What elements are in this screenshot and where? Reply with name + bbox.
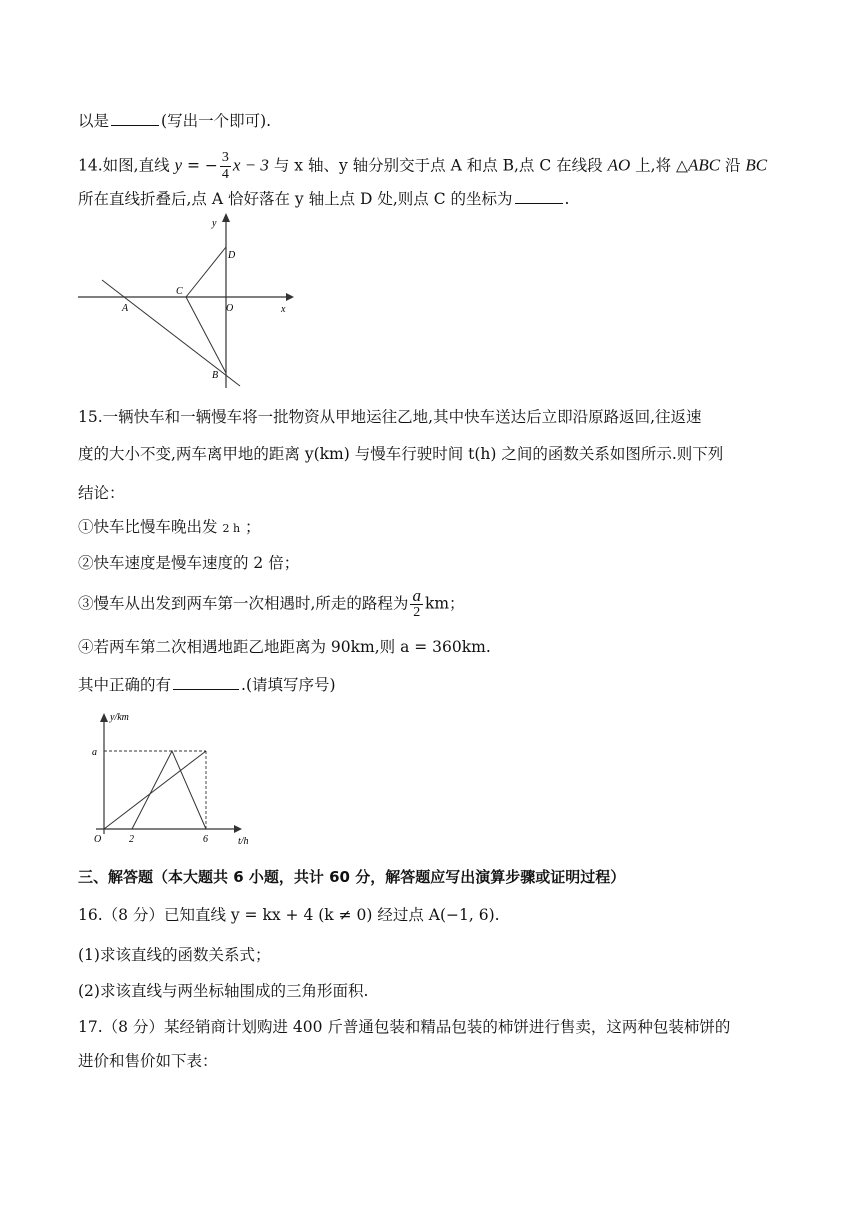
q15-line-1 bbox=[78, 406, 702, 428]
answer-blank[interactable] bbox=[515, 189, 563, 204]
text: 上,将 △ bbox=[630, 156, 688, 175]
x-axis-arrow bbox=[286, 293, 294, 301]
q16-part-1 bbox=[78, 944, 270, 966]
text: 15.一辆快车和一辆慢车将一批物资从甲地运往乙地,其中快车送达后立即沿原路返回,往返速 bbox=[78, 408, 702, 426]
q15-answer-line bbox=[78, 674, 336, 696]
q14-line-2 bbox=[78, 188, 569, 210]
q15-conclusion-1 bbox=[78, 516, 261, 540]
fast-car-line bbox=[132, 751, 206, 829]
math-var: BC bbox=[745, 155, 768, 175]
text: km； bbox=[424, 594, 465, 613]
math-var: ABC bbox=[687, 155, 721, 175]
frac-den: 4 bbox=[221, 167, 229, 182]
q17-line-1 bbox=[78, 1016, 730, 1038]
segment-cd bbox=[186, 247, 226, 297]
label-ylabel: y/km bbox=[110, 712, 129, 723]
label-o: O bbox=[94, 834, 102, 845]
q15-conclusion-4 bbox=[78, 636, 491, 658]
section-3-heading bbox=[78, 866, 625, 888]
fraction bbox=[220, 150, 231, 183]
frac-num: a bbox=[412, 586, 421, 605]
math-var: y bbox=[174, 155, 183, 175]
text: 其中正确的有 bbox=[78, 676, 172, 694]
frac-den: 2 bbox=[413, 605, 421, 620]
text: ①快车比慢车晚出发 bbox=[78, 518, 218, 536]
tick-6: 6 bbox=[203, 834, 208, 845]
fraction bbox=[410, 588, 423, 621]
math-expr: x − 3 bbox=[232, 155, 269, 175]
q15-conclusion-3 bbox=[78, 588, 465, 621]
text: ③慢车从出发到两车第一次相遇时,所走的路程为 bbox=[78, 594, 409, 613]
text: 16.（8 分）已知直线 y = kx + 4 (k ≠ 0) 经过点 A(−1, 6). bbox=[78, 906, 500, 924]
label-b: B bbox=[212, 370, 219, 381]
text: 度的大小不变,两车离甲地的距离 y(km) 与慢车行驶时间 t(h) 之间的函数关系如图所示.则下列 bbox=[78, 445, 724, 463]
math-var: AO bbox=[607, 155, 631, 175]
math-op: = − bbox=[182, 156, 218, 175]
q13-tail-line bbox=[78, 110, 271, 132]
frac-num: 3 bbox=[221, 150, 229, 165]
y-axis-arrow bbox=[100, 713, 108, 722]
text: ②快车速度是慢车速度的 2 倍； bbox=[78, 554, 300, 572]
text: 沿 bbox=[720, 156, 746, 175]
text: ④若两车第二次相遇地距乙地距离为 90km,则 a = 360km. bbox=[78, 638, 491, 656]
label-x: x bbox=[281, 304, 286, 315]
answer-blank[interactable] bbox=[173, 675, 239, 690]
q17-line-2 bbox=[78, 1050, 218, 1072]
tick-2: 2 bbox=[129, 834, 134, 845]
label-d: D bbox=[228, 250, 236, 261]
text: (2)求该直线与两坐标轴围成的三角形面积. bbox=[78, 982, 369, 1000]
segment-cb bbox=[186, 297, 226, 373]
text: 三、解答题（本大题共 6 小题，共计 60 分，解答题应写出演算步骤或证明过程） bbox=[78, 868, 626, 886]
label-a: A bbox=[122, 303, 129, 314]
label-xlabel: t/h bbox=[238, 836, 249, 847]
q15-conclusion-2 bbox=[78, 552, 299, 574]
answer-blank[interactable] bbox=[111, 111, 159, 126]
q16-part-2 bbox=[78, 980, 368, 1002]
text: 与 x 轴、y 轴分别交于点 A 和点 B,点 C 在线段 bbox=[268, 156, 608, 175]
line-ab bbox=[102, 280, 240, 386]
label-y: y bbox=[212, 218, 217, 229]
label-a: a bbox=[92, 747, 97, 758]
q14-figure bbox=[78, 210, 298, 390]
text: ； bbox=[244, 518, 261, 536]
text: (写出一个即可). bbox=[161, 112, 272, 130]
q15-line-3 bbox=[78, 482, 125, 504]
text: 2 h bbox=[222, 522, 241, 535]
q14-line-1 bbox=[78, 150, 767, 183]
text: (1)求该直线的函数关系式； bbox=[78, 946, 271, 964]
text: 14.如图,直线 bbox=[78, 156, 175, 175]
slow-car-line bbox=[104, 751, 206, 829]
q15-line-2 bbox=[78, 443, 723, 465]
text: 所在直线折叠后,点 A 恰好落在 y 轴上点 D 处,则点 C 的坐标为 bbox=[78, 190, 513, 208]
y-axis-arrow bbox=[222, 213, 230, 222]
text: 17.（8 分）某经销商计划购进 400 斤普通包装和精品包装的柿饼进行售卖，这两种包装柿饼的 bbox=[78, 1018, 731, 1036]
text: 以是 bbox=[78, 112, 110, 130]
text: 结论： bbox=[78, 484, 125, 502]
text: .(请填写序号) bbox=[241, 676, 336, 694]
label-c: C bbox=[176, 286, 183, 297]
x-axis-arrow bbox=[234, 825, 242, 833]
text: 进价和售价如下表： bbox=[78, 1052, 218, 1070]
text: . bbox=[564, 190, 570, 208]
label-o: O bbox=[226, 303, 234, 314]
q16-line bbox=[78, 904, 500, 926]
q15-figure bbox=[82, 706, 272, 851]
